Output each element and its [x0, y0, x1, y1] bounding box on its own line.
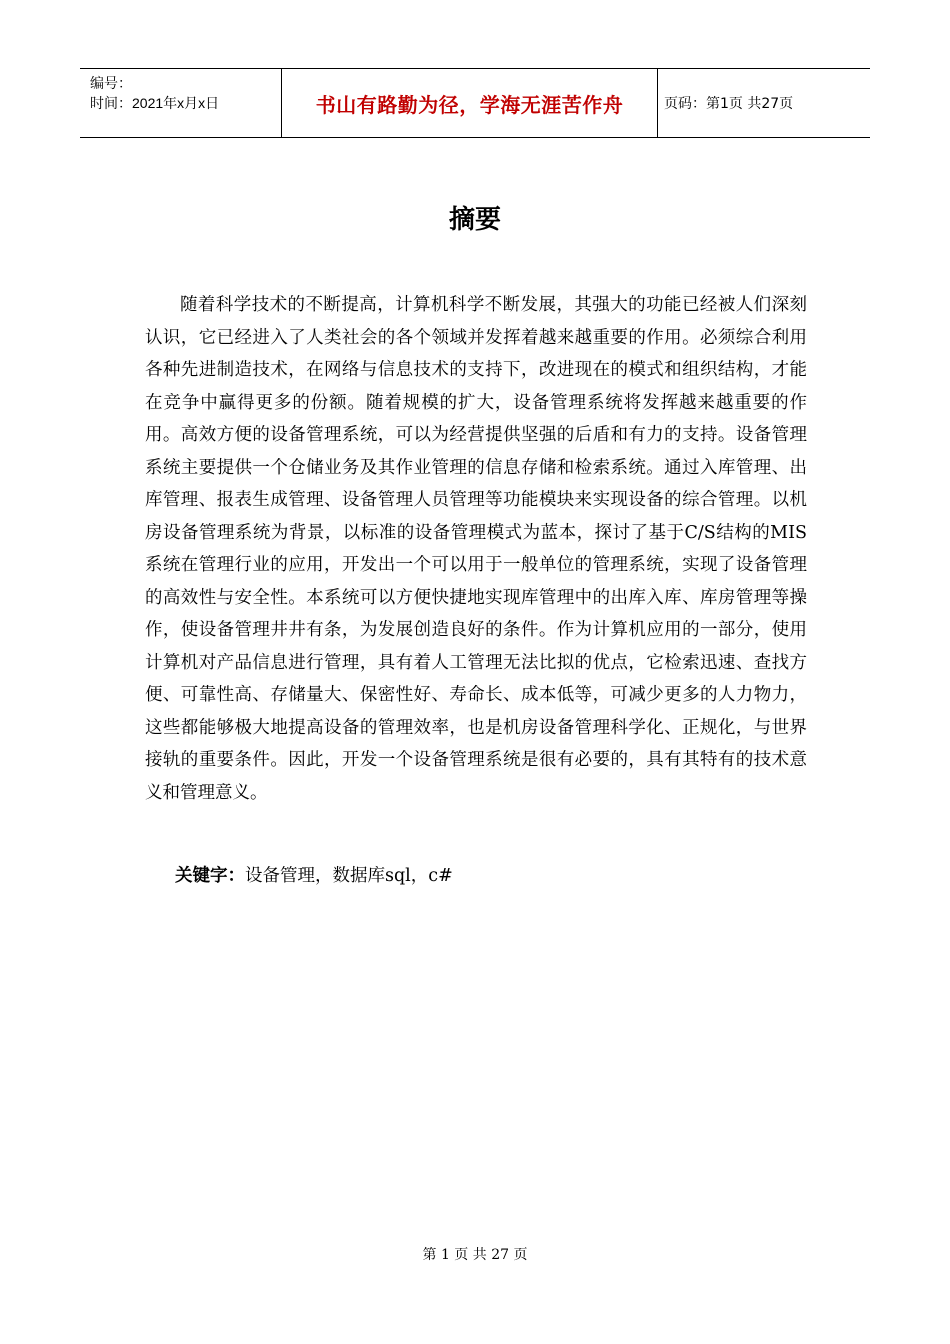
keywords-line — [175, 860, 453, 892]
header-page-code: 页码：第1页 共27页 — [664, 96, 794, 112]
document-header — [80, 68, 870, 138]
page-footer: 第 1 页 共 27 页 — [422, 1247, 528, 1263]
keywords-value: 设备管理，数据库sql，c# — [245, 866, 453, 886]
header-motto: 书山有路勤为径，学海无涯苦作舟 — [282, 69, 658, 137]
keywords-label: 关键字： — [175, 866, 245, 886]
abstract-paragraph: 随着科学技术的不断提高，计算机科学不断发展，其强大的功能已经被人们深刻认识，它已经进入了人类社会的各个领域并发挥着越来越重要的作用。必须综合利用各种先进制造技术，在网络与信息技术的支持下，改进现在的模式和组织结构，才能在竞争中赢得更多的份额。随着规模的扩大，设备管理系统将发挥越来越重要的作用。高效方便的设备管理系统，可以为经营提供坚强的后盾和有力的支持。设备管理系统主要提供一个仓储业务及其作业管理的信息存储和检索系统。通过入库管理、出库管理、报表生成管理、设备管理人员管理等功能模块来实现设备的综合管理。以机房设备管理系统为背景，以标准的设备管理模式为蓝本，探讨了基于C/S结构的MIS系统在管理行业的应用，开发出一个可以用于一般单位的管理系统，实现了设备管理的高效性与安全性。本系统可以方便快捷地实现库管理中的出库入库、库房管理等操作，使设备管理井井有条，为发展创造良好的条件。作为计算机应用的一部分，使用计算机对产品信息进行管理，具有着人工管理无法比拟的优点，它检索迅速、查找方便、可靠性高、存储量大、保密性好、寿命长、成本低等，可减少更多的人力物力，这些都能够极大地提高设备的管理效率，也是机房设备管理科学化、正规化，与世界接轨的重要条件。因此，开发一个设备管理系统是很有必要的，具有其特有的技术意义和管理意义。 — [145, 295, 807, 803]
header-time: 时间：2021年x月x日 — [90, 95, 220, 111]
page-title: 摘要 — [448, 205, 501, 235]
header-number: 编号： — [90, 75, 132, 91]
header-meta — [80, 69, 282, 137]
